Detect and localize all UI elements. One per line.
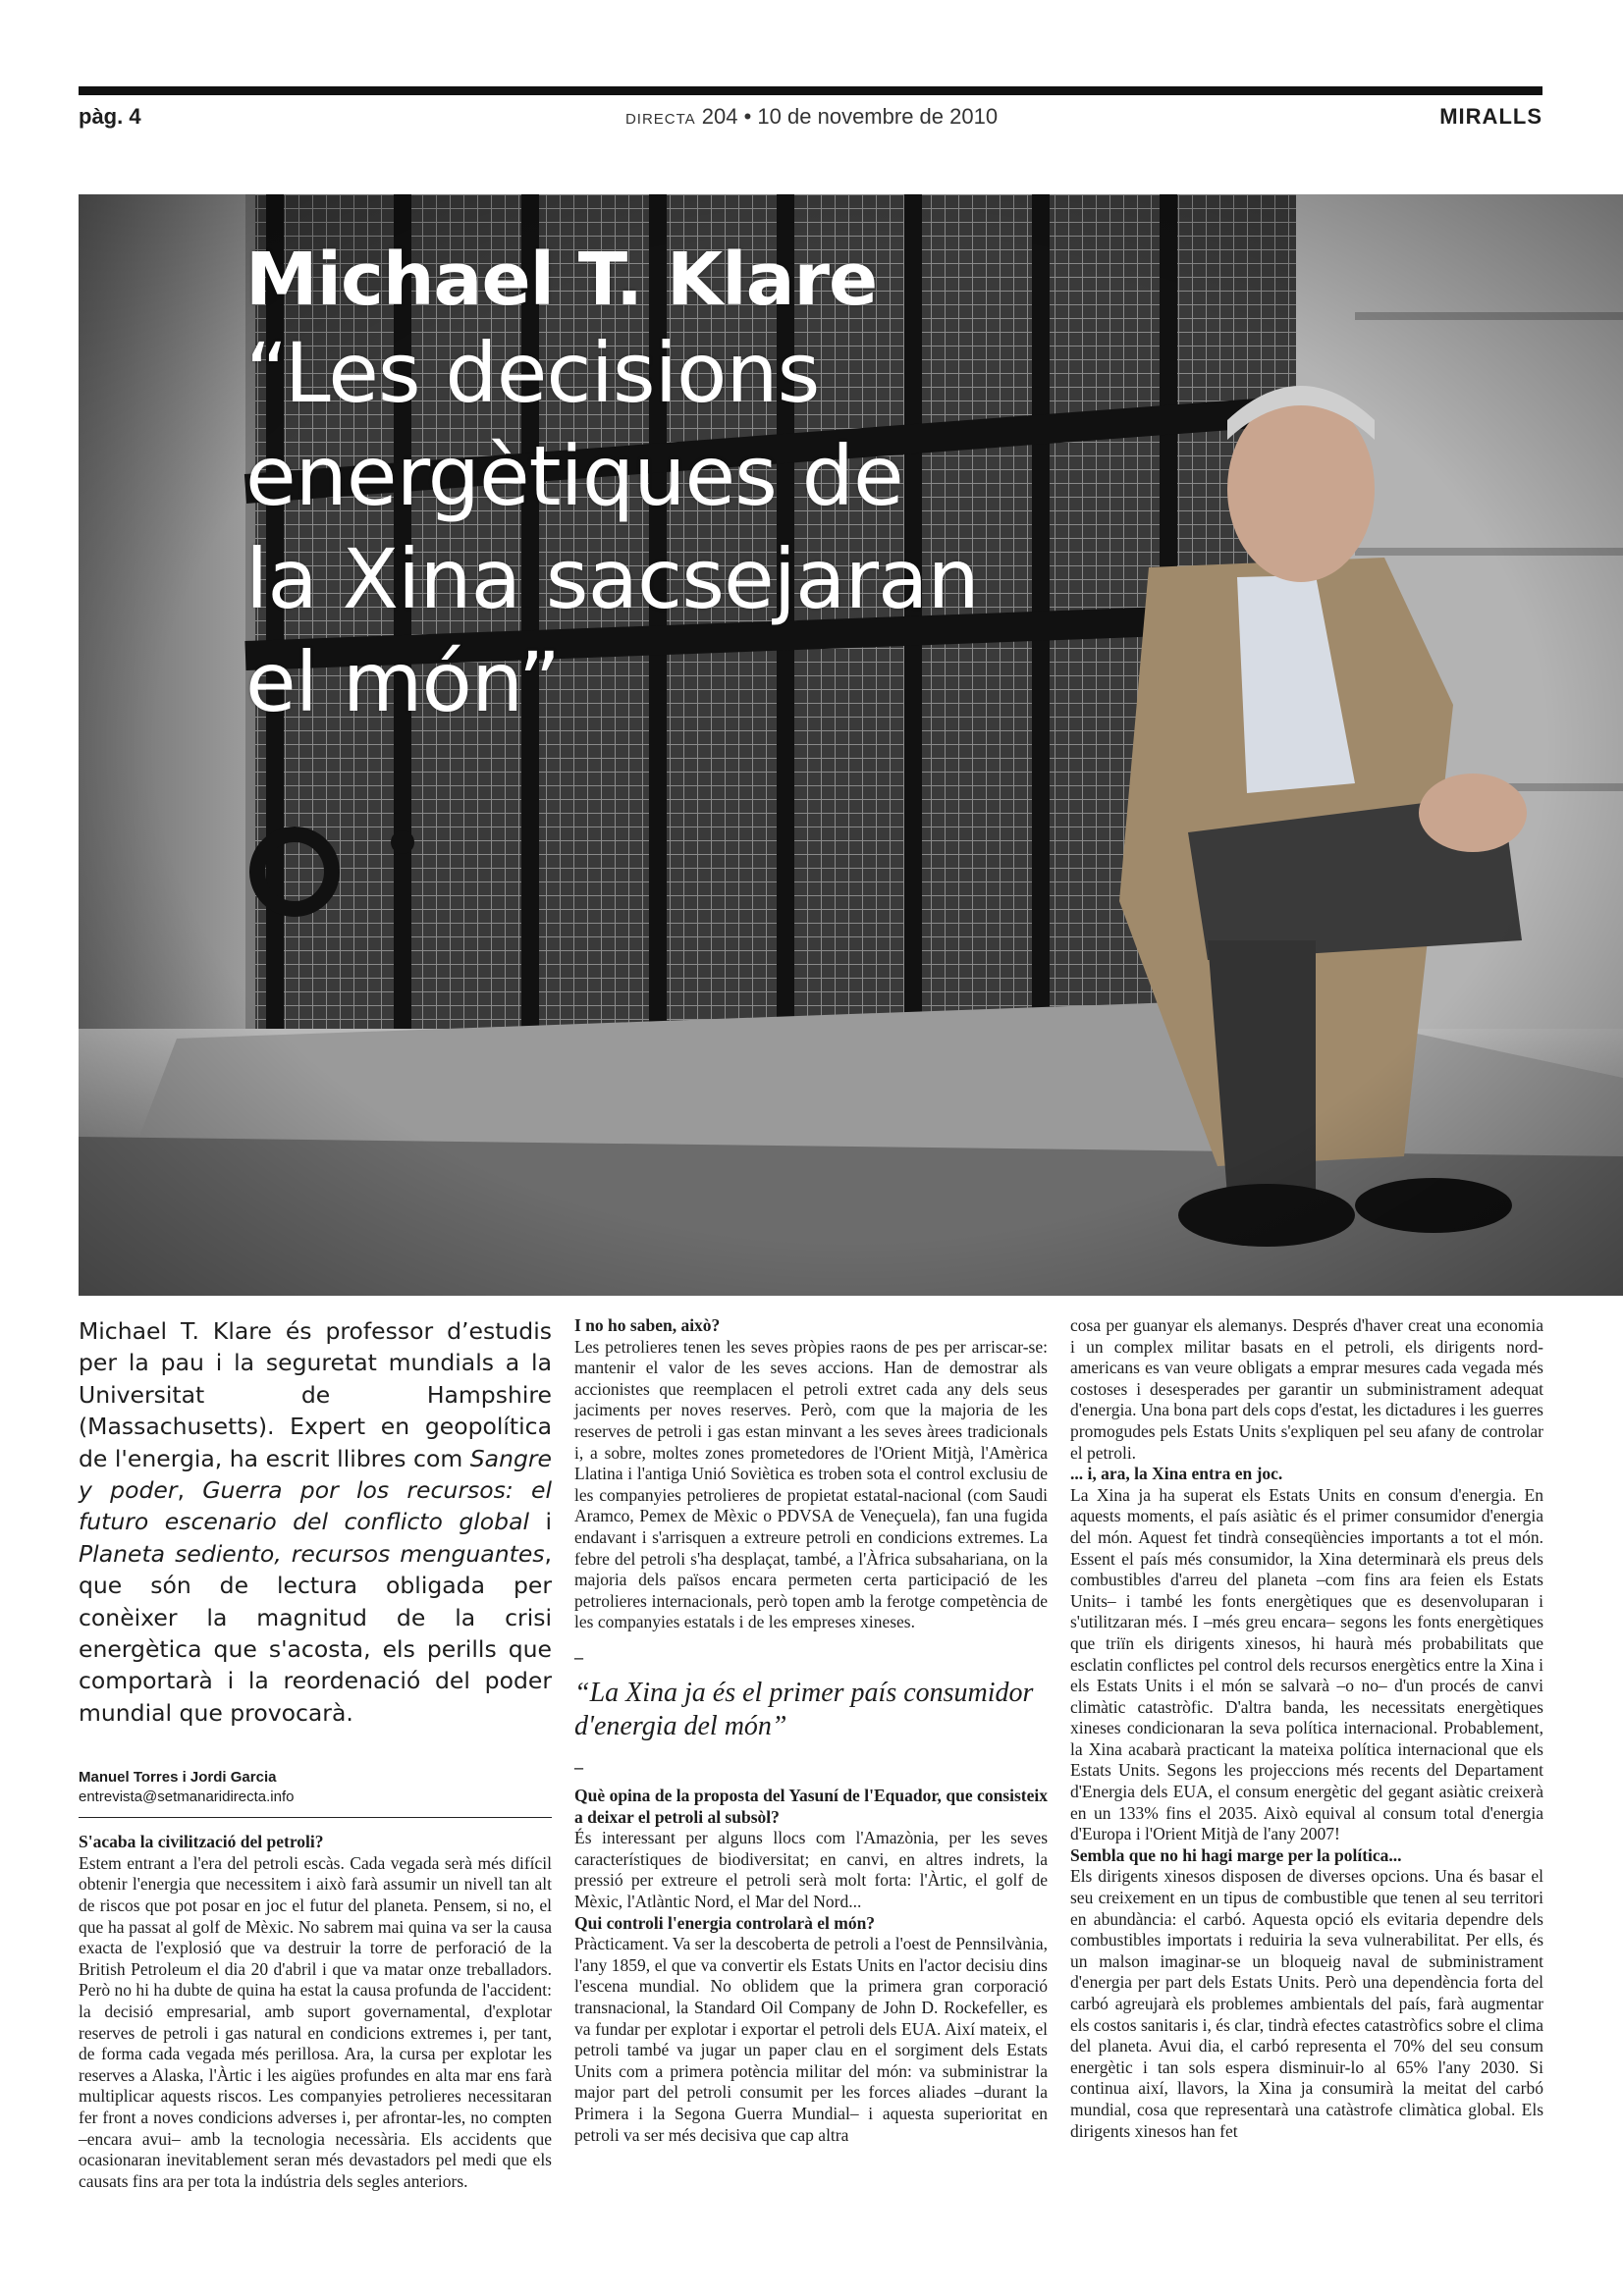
column-2 <box>574 1315 1048 2146</box>
byline-authors: Manuel Torres i Jordi Garcia <box>79 1769 277 1787</box>
publication-info <box>0 102 1623 132</box>
page-number: pàg. 4 <box>79 104 141 129</box>
answer: Estem entrant a l'era del petroli escàs. Cada vegada serà més difícil obtenir l'energia que necessitem i això farà assumir un nivell tan alt de riscos que pot posar en joc el futur del planeta. Pensem, si no, el que ha passat al golf de Mèxic. No sabrem mai quina va ser la causa exacta de l'explosió que va destruir la torre de perforació de la British Petroleum el dia 20 d'abril i que va matar onze treballadors. Però no hi ha dubte de quina ha estat la causa profunda de l'accident: la decisió empresarial, amb suport governamental, d'explotar reserves de petroli i gas natural en condicions extremes i, per tant, de forma cada vegada més perillosa. Ara, la cursa per explotar les reserves a Alaska, l'Àrtic i les aigües profundes en alta mar ens farà multiplicar aquests riscos. Les companyies petrolieres necessitaran fer front a noves condicions adverses i, per afrontar-les, no compten –encara avui– amb la tecnologia necessària. Els accidents que ocasionaran inevitablement seran més devastadors pel medi que els causats fins ara per tota la indústria dels segles anteriors. <box>79 1852 552 2191</box>
publication-name: DIRECTA <box>624 111 696 128</box>
question: S'acaba la civilització del petroli? <box>79 1832 324 1852</box>
headline <box>245 238 979 734</box>
byline-divider <box>79 1817 552 1818</box>
issue-date: 204 • 10 de novembre de 2010 <box>701 104 999 129</box>
answer: La Xina ja ha superat els Estats Units en consum d'energia. En aquests moments, el país asiàtic és el primer consumidor d'energia del món. Aquest fet tindrà conseqüències importants a tot el món. Essent el país més consumidor, la Xina determinarà els preus dels combustibles d'arreu del planeta –com fins ara feien els Estats Units– i també les fonts energètiques que es desenvoluparan i s'utilitzaran més. I –més greu encara– segons les fonts energètiques que triïn els dirigents xinesos, hi haurà més probabilitats que esclatin conflictes pel control dels recursos energètics entre la Xina i els Estats Units i el món se salvarà –o no– d'un procés de canvi climàtic catastròfic. D'altra banda, les necessitats energètiques xineses condicionaran la seva política internacional. Probablement, la Xina acabarà practicant la mateixa política internacional que els Estats Units. Segons les projeccions més recents del Departament d'Energia dels EUA, el consum energètic del gegant asiàtic creixerà en un 133% fins el 2035. Això equival al consum total d'energia d'Europa i l'Orient Mitjà de l'any 2007! <box>1070 1484 1543 1844</box>
question: Què opina de la proposta del Yasuní de l'Equador, que consisteix a deixar el petroli al subsòl? <box>574 1786 1048 1827</box>
intro-text: , que són de lectura obligada per conèixer la magnitud de la crisi energètica que s'acosta, els perills que comportarà i la reordenació del poder mundial que provocarà. <box>79 1539 552 1727</box>
question: ... i, ara, la Xina entra en joc. <box>1070 1464 1283 1484</box>
question: I no ho saben, això? <box>574 1315 721 1335</box>
pull-quote-dash: – <box>574 1756 583 1777</box>
column-3 <box>1070 1315 1543 2142</box>
pull-quote: “La Xina ja és el primer país consumidor d'energia del món” <box>574 1677 1034 1741</box>
byline <box>79 1768 552 1807</box>
top-rule <box>79 86 1542 95</box>
headline-quote-line: “Les decisions <box>245 325 820 421</box>
question: Sembla que no hi hagi marge per la política... <box>1070 1844 1402 1865</box>
headline-quote-line: la Xina sacsejaran <box>245 531 979 627</box>
pull-quote-dash: – <box>574 1646 583 1667</box>
answer: Pràcticament. Va ser la descoberta de petroli a l'oest de Pennsilvània, l'any 1859, el que va convertir els Estats Units en l'actor decisiu dins l'escena mundial. No oblidem que la primera gran corporació transnacional, la Standard Oil Company de John D. Rockefeller, es va fundar per explotar i exportar el petroli dels EUA. Així mateix, el petroli també va jugar un paper clau en el sorgiment dels Estats Units com a primera potència militar del món: va subministrar la major part del petroli consumit per les forces aliades –durant la Primera i la Segona Guerra Mundial– i aquesta superioritat en petroli va ser més decisiva que cap altra <box>574 1934 1048 2145</box>
headline-quote-line: el món” <box>245 634 561 730</box>
book-title: Sangre y poder <box>79 1444 552 1505</box>
question: Qui controli l'energia controlarà el món? <box>574 1912 876 1933</box>
answer: cosa per guanyar els alemanys. Després d'haver creat una economia i un complex militar basats en el petroli, els dirigents nord-americans es van veure obligats a emprar mesures cada vegada més costoses i desesperades per garantir un subministrament adequat d'energia. Una bona part dels cops d'estat, les dictadures i les guerres promogudes pels Estats Units s'expliquen pel seu afany de controlar el petroli. <box>1070 1315 1543 1463</box>
answer: Les petrolieres tenen les seves pròpies raons de pes per arriscar-se: mantenir el valor de les seves accions. Han de demostrar als accionistes que reemplacen el petroli extret cada any dels seus jaciments per noves reserves. Però, com que la majoria de les reserves de petroli i gas estan minvant a les seves àrees tradicionals i, a sobre, moltes zones prometedores de l'Orient Mitjà, l'Amèrica Llatina i l'antiga Unió Soviètica es troben sota el control exclusiu de les companyies petrolieres de propietat estatal-nacional (com Saudi Aramco, Pemex de Mèxic o PDVSA de Veneçuela), fan una fugida endavant i s'arrisquen a extreure petroli en condicions extremes. La febre del petroli s'ha desplaçat, també, a l'Àfrica subsahariana, on la majoria dels països encara permeten certa participació de les petrolieres internacionals, però topen amb la ferotge competència de les companyies estatals i de les empreses xineses. <box>574 1336 1048 1632</box>
column-1 <box>79 1315 552 2192</box>
answer: Els dirigents xinesos disposen de diverses opcions. Una és basar el seu creixement en un tipus de combustible que tenen al seu territori en abundància: el carbó. Aquesta opció els evitaria dependre dels combustibles importats i reduiria la seva vulnerabilitat. Per ells, és un malson imaginar-se un bloqueig naval de subministrament d'energia per part dels Estats Units. Però una dependència forta del carbó agreujarà els problemes ambientals del país, farà augmentar els costos sanitaris i, és clar, tindrà efectes catastròfics sobre el clima del planeta. Avui dia, el carbó representa el 70% del seu consum energètic i tan sols espera disminuir-lo al 65% l'any 2030. Si continua així, llavors, la Xina ja consumirà la meitat del carbó mundial, cosa que representarà una catàstrofe climàtica global. Els dirigents xinesos han fet <box>1070 1866 1543 2141</box>
intro-separator: i <box>529 1508 552 1536</box>
answer: És interessant per alguns llocs com l'Amazònia, per les seves característiques de biodiversitat; en canvi, en altres indrets, la pressió per extreure el petroli serà molt forta: l'Àrtic, el golf de Mèxic, l'Atlàntic Nord, el Mar del Nord... <box>574 1828 1048 1912</box>
interviewee-name: Michael T. Klare <box>245 238 878 322</box>
intro-paragraph <box>79 1315 552 1729</box>
intro-separator: , <box>177 1476 203 1505</box>
headline-quote-line: energètiques de <box>245 428 903 524</box>
section-name: MIRALLS <box>1439 104 1542 129</box>
book-title: Guerra por los recursos: el futuro escenario del conflicto global <box>79 1476 552 1536</box>
intro-text: Michael T. Klare és professor d’estudis per la pau i la seguretat mundials a la Universitat de Hampshire (Massachusetts). Expert en geopolítica de l'energia, ha escrit llibres com <box>79 1317 552 1472</box>
byline-email: entrevista@setmanaridirecta.info <box>79 1789 295 1806</box>
book-title: Planeta sediento, recursos menguantes <box>79 1539 545 1568</box>
